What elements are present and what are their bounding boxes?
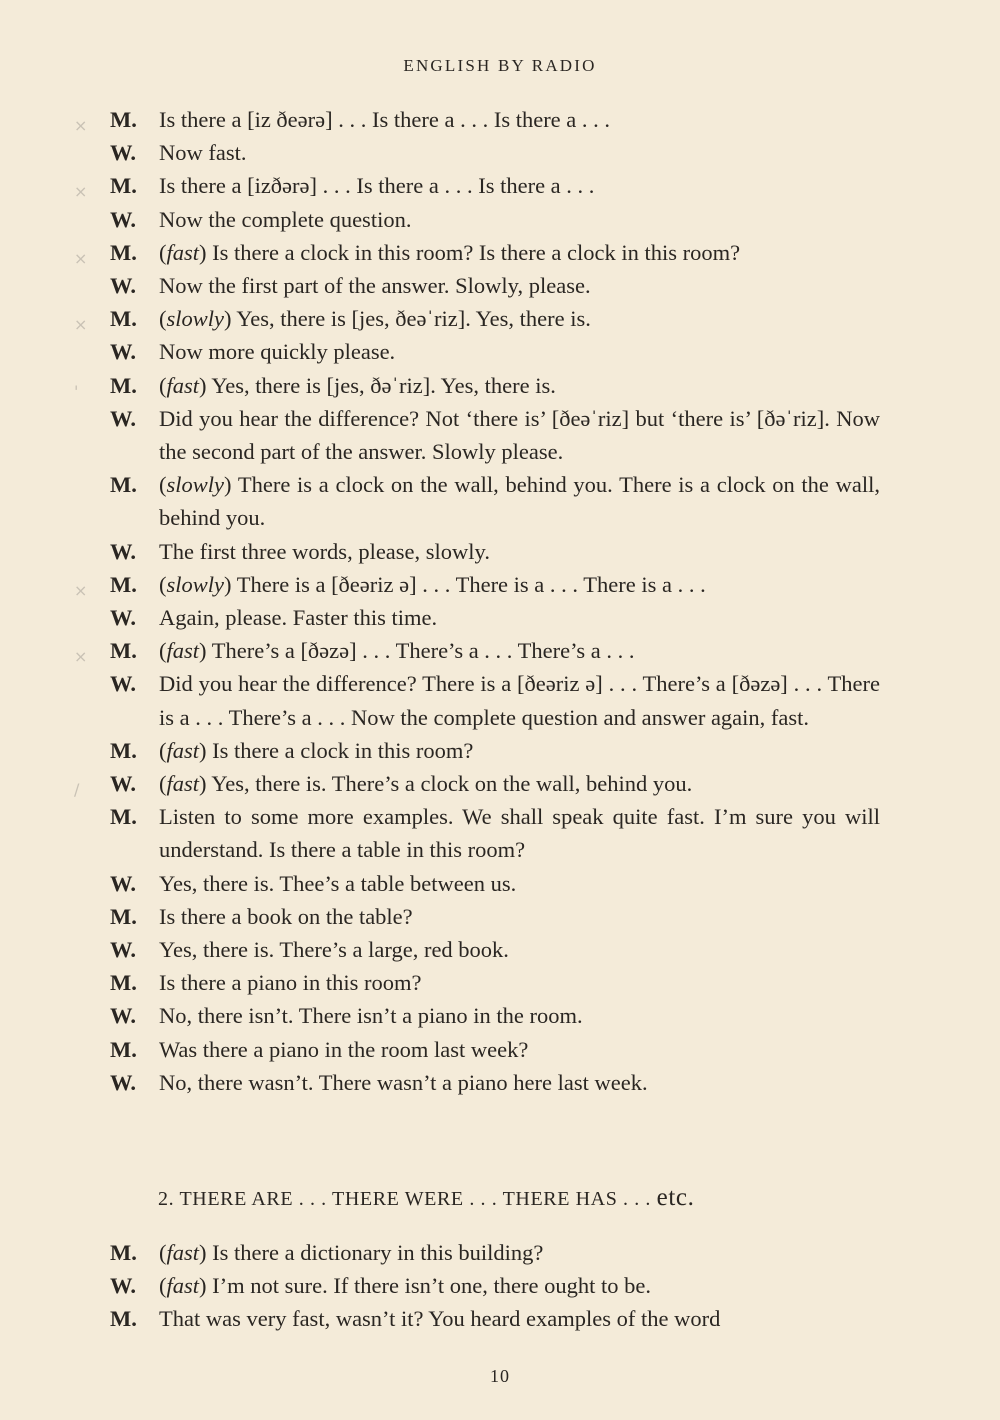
dialogue-line bbox=[74, 767, 880, 800]
dialogue-text bbox=[159, 933, 880, 966]
dialogue-text bbox=[159, 335, 880, 368]
speaker-label: W. bbox=[110, 405, 137, 431]
line-body: That was very fast, wasn’t it? You heard examples of the word bbox=[159, 1306, 721, 1332]
dialogue-text: (fast) Is there a clock in this room? bbox=[159, 737, 474, 763]
dialogue-line bbox=[74, 236, 880, 269]
page-number: 10 bbox=[490, 1366, 510, 1386]
dialogue-line bbox=[110, 900, 880, 933]
section-heading bbox=[158, 1184, 694, 1212]
delivery-cue: fast bbox=[166, 638, 200, 664]
line-body: Yes, there is [jes, ðeəˈriz]. Yes, there is. bbox=[236, 306, 591, 332]
delivery-cue: fast bbox=[166, 771, 200, 797]
speaker-label: W. bbox=[110, 870, 137, 896]
dialogue-line bbox=[110, 402, 880, 468]
line-body: Is there a [izðərə] . . . Is there a . . . Is there a . . . bbox=[159, 173, 595, 199]
speaker-label: M. bbox=[110, 1036, 137, 1062]
dialogue-text bbox=[159, 900, 880, 933]
dialogue-text bbox=[159, 169, 880, 202]
speaker-label: M. bbox=[110, 970, 137, 996]
dialogue-text: (fast) Yes, there is [jes, ðəˈriz]. Yes, there is. bbox=[159, 372, 556, 398]
delivery-cue: slowly bbox=[166, 472, 225, 498]
speaker-label: M. bbox=[110, 239, 137, 265]
dialogue-line bbox=[74, 369, 880, 402]
dialogue-text bbox=[159, 1033, 880, 1066]
line-body: Yes, there is. There’s a clock on the wall, behind you. bbox=[211, 771, 693, 797]
dialogue-line bbox=[110, 667, 880, 733]
line-body: Is there a dictionary in this building? bbox=[212, 1240, 544, 1265]
line-body: Is there a [iz ðeərə] . . . Is there a . . . Is there a . . . bbox=[159, 107, 611, 132]
dialogue-text: (fast) Yes, there is. There’s a clock on the wall, behind you. bbox=[159, 771, 693, 797]
dialogue-text: (fast) Is there a dictionary in this building? bbox=[159, 1240, 544, 1265]
delivery-cue: fast bbox=[166, 239, 200, 265]
line-body: Yes, there is [jes, ðəˈriz]. Yes, there is. bbox=[211, 372, 556, 398]
dialogue-text bbox=[159, 800, 880, 866]
dialogue-text bbox=[159, 1066, 880, 1099]
line-body: No, there isn’t. There isn’t a piano in the room. bbox=[159, 1003, 583, 1029]
dialogue-line bbox=[110, 468, 880, 534]
line-body: Again, please. Faster this time. bbox=[159, 605, 438, 631]
dialogue-text: (fast) I’m not sure. If there isn’t one, there ought to be. bbox=[159, 1273, 651, 1299]
line-body: There is a [ðeəriz ə] . . . There is a . . . There is a . . . bbox=[236, 571, 706, 597]
speaker-label: M. bbox=[110, 903, 137, 929]
line-body: Listen to some more examples. We shall speak quite fast. I’m sure you will understand. Is there a table in this room? bbox=[159, 804, 880, 863]
line-body: There is a clock on the wall, behind you. There is a clock on the wall, behind you. bbox=[159, 472, 881, 531]
dialogue-text: (fast) There’s a [ðəzə] . . . There’s a . . . There’s a . . . bbox=[159, 638, 635, 664]
delivery-cue: fast bbox=[166, 737, 200, 763]
dialogue-text bbox=[159, 136, 880, 169]
speaker-label: M. bbox=[110, 1240, 137, 1265]
line-body: Now fast. bbox=[159, 140, 247, 166]
speaker-label: W. bbox=[110, 605, 137, 631]
speaker-label: W. bbox=[110, 771, 137, 797]
line-body: Now more quickly please. bbox=[159, 339, 396, 365]
dialogue-line bbox=[110, 933, 880, 966]
dialogue-line bbox=[110, 1302, 880, 1335]
delivery-cue: fast bbox=[166, 1273, 200, 1299]
dialogue-text bbox=[159, 966, 880, 999]
dialogue-block bbox=[74, 103, 881, 1099]
dialogue-line bbox=[110, 1066, 880, 1099]
delivery-cue: fast bbox=[166, 1240, 200, 1265]
dialogue-line bbox=[110, 203, 880, 236]
dialogue-text: (slowly) There is a [ðeəriz ə] . . . There is a . . . There is a . . . bbox=[159, 571, 706, 597]
dialogue-line bbox=[110, 1236, 880, 1269]
pencil-mark: × bbox=[74, 647, 88, 667]
line-body: Is there a clock in this room? bbox=[212, 737, 474, 763]
dialogue-text bbox=[159, 601, 880, 634]
speaker-label: M. bbox=[110, 571, 137, 597]
dialogue-line bbox=[110, 999, 880, 1032]
speaker-label: M. bbox=[110, 107, 137, 132]
dialogue-line bbox=[110, 867, 880, 900]
speaker-label: W. bbox=[110, 1273, 137, 1299]
pencil-mark: × bbox=[74, 315, 88, 335]
dialogue-line bbox=[74, 568, 880, 601]
delivery-cue: slowly bbox=[166, 571, 225, 597]
pencil-mark: ' bbox=[74, 381, 79, 401]
line-body: Yes, there is. Thee’s a table between us. bbox=[159, 870, 517, 896]
speaker-label: W. bbox=[110, 937, 137, 963]
dialogue-text: (slowly) Yes, there is [jes, ðeəˈriz]. Yes, there is. bbox=[159, 306, 591, 332]
pencil-mark: × bbox=[74, 248, 88, 268]
dialogue-line bbox=[110, 136, 880, 169]
line-body: Now the first part of the answer. Slowly, please. bbox=[159, 273, 591, 299]
dialogue-line bbox=[110, 269, 880, 302]
dialogue-line bbox=[110, 535, 880, 568]
line-body: The first three words, please, slowly. bbox=[159, 538, 490, 564]
dialogue-block-2 bbox=[110, 1236, 880, 1336]
line-body: Was there a piano in the room last week? bbox=[159, 1036, 529, 1062]
dialogue-text bbox=[159, 402, 880, 468]
dialogue-line bbox=[110, 335, 880, 368]
dialogue-text bbox=[159, 999, 880, 1032]
dialogue-line bbox=[74, 103, 880, 136]
speaker-label: M. bbox=[110, 1306, 137, 1332]
speaker-label: M. bbox=[110, 306, 137, 332]
dialogue-line bbox=[110, 966, 880, 999]
dialogue-text bbox=[159, 867, 880, 900]
section-suffix: etc. bbox=[656, 1184, 695, 1211]
dialogue-line bbox=[110, 800, 880, 866]
dialogue-text: (fast) Is there a clock in this room? Is there a clock in this room? bbox=[159, 239, 741, 265]
dialogue-text bbox=[159, 667, 880, 733]
dialogue-line bbox=[110, 1269, 880, 1302]
line-body: No, there wasn’t. There wasn’t a piano here last week. bbox=[159, 1069, 648, 1095]
speaker-label: M. bbox=[110, 804, 137, 830]
speaker-label: M. bbox=[110, 737, 137, 763]
speaker-label: W. bbox=[110, 538, 137, 564]
dialogue-text bbox=[159, 535, 880, 568]
pencil-mark: / bbox=[74, 780, 80, 800]
line-body: I’m not sure. If there isn’t one, there ought to be. bbox=[212, 1273, 651, 1299]
speaker-label: W. bbox=[110, 671, 137, 697]
delivery-cue: slowly bbox=[166, 306, 225, 332]
line-body: Is there a book on the table? bbox=[159, 903, 413, 929]
delivery-cue: fast bbox=[166, 372, 200, 398]
speaker-label: W. bbox=[110, 273, 137, 299]
dialogue-text bbox=[159, 269, 880, 302]
dialogue-line bbox=[74, 302, 880, 335]
speaker-label: M. bbox=[110, 372, 137, 398]
dialogue-line bbox=[74, 634, 880, 667]
speaker-label: W. bbox=[110, 1003, 137, 1029]
speaker-label: W. bbox=[110, 1069, 137, 1095]
pencil-mark: × bbox=[74, 182, 88, 202]
line-body: Now the complete question. bbox=[159, 206, 412, 232]
section-number: 2. bbox=[158, 1188, 175, 1210]
speaker-label: W. bbox=[110, 140, 137, 166]
running-head: ENGLISH BY RADIO bbox=[403, 56, 597, 75]
line-body: Did you hear the difference? Not ‘there is’ [ðeəˈriz] but ‘there is’ [ðəˈriz]. Now the second part of the answer. Slowly please. bbox=[159, 405, 880, 465]
dialogue-text bbox=[159, 203, 880, 236]
dialogue-line bbox=[110, 734, 880, 767]
dialogue-line bbox=[110, 1033, 880, 1066]
dialogue-text bbox=[159, 103, 880, 136]
line-body: There’s a [ðəzə] . . . There’s a . . . There’s a . . . bbox=[211, 638, 635, 664]
dialogue-text: (slowly) There is a clock on the wall, behind you. There is a clock on the wall, behind you. bbox=[159, 472, 881, 531]
dialogue-text bbox=[159, 1302, 880, 1335]
line-body: Is there a clock in this room? Is there a clock in this room? bbox=[212, 239, 741, 265]
dialogue-line bbox=[74, 169, 880, 202]
speaker-label: M. bbox=[110, 638, 137, 664]
speaker-label: W. bbox=[110, 206, 137, 232]
speaker-label: M. bbox=[110, 173, 137, 199]
dialogue-line bbox=[110, 601, 880, 634]
speaker-label: W. bbox=[110, 339, 137, 365]
section-title: THERE ARE . . . THERE WERE . . . THERE HAS . . . bbox=[179, 1188, 652, 1210]
line-body: Did you hear the difference? There is a [ðeəriz ə] . . . There’s a [ðəzə] . . . There is a . . . There’s a . . . Now the complete question and answer again, fast. bbox=[159, 671, 880, 730]
speaker-label: M. bbox=[110, 472, 137, 498]
line-body: Is there a piano in this room? bbox=[159, 970, 422, 996]
line-body: Yes, there is. There’s a large, red book. bbox=[159, 937, 509, 963]
pencil-mark: × bbox=[74, 580, 88, 600]
pencil-mark: × bbox=[74, 116, 88, 135]
